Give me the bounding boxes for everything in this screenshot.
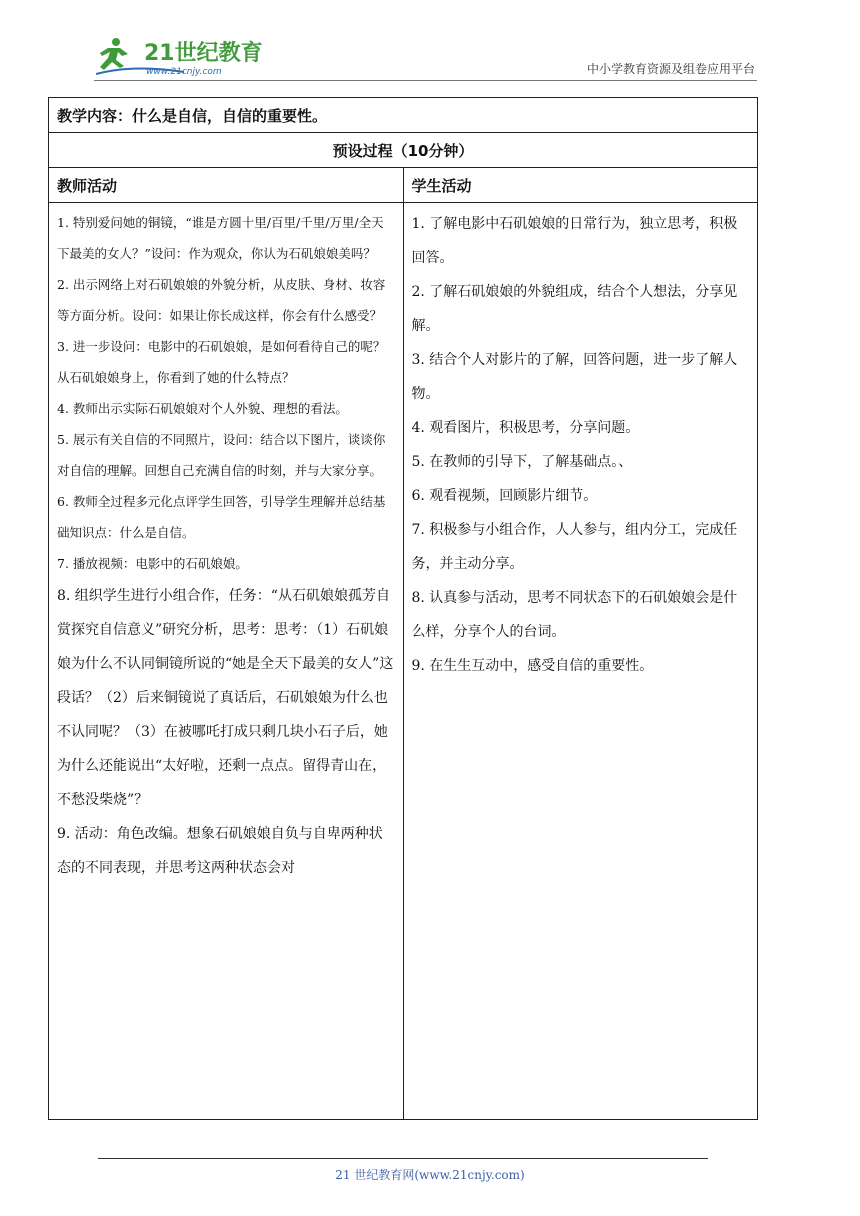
- student-item: 7. 积极参与小组合作，人人参与，组内分工，完成任务，并主动分享。: [411, 522, 738, 572]
- footer-divider: [98, 1158, 708, 1159]
- runner-logo-icon: [94, 34, 284, 80]
- student-activity-header: 学生活动: [403, 168, 758, 203]
- footer-text: 21 世纪教育网(www.21cnjy.com): [335, 1168, 525, 1182]
- activity-body-row: [49, 203, 758, 1120]
- column-heads-row: [49, 168, 758, 203]
- student-activity-cell: [403, 203, 758, 1120]
- teacher-activity-header: 教师活动: [49, 168, 404, 203]
- header-divider: [94, 80, 757, 81]
- teacher-item: 4. 教师出示实际石矶娘娘对个人外貌、理想的看法。: [57, 401, 348, 416]
- student-item: 2. 了解石矶娘娘的外貌组成，结合个人想法，分享见解。: [411, 284, 738, 334]
- content-row: [49, 98, 758, 133]
- teacher-item: 8. 组织学生进行小组合作，任务：“从石矶娘娘孤芳自赏探究自信意义”研究分析，思考：思考：（1）石矶娘娘为什么不认同铜镜所说的“她是全天下最美的女人”这段话？（2）后来铜镜说了真话后，石矶娘娘为什么也不认同呢？（3）在被哪吒打成只剩几块小石子后，她为什么还能说出“太好啦，还剩一点点。留得青山在，不愁没柴烧”？: [57, 588, 394, 808]
- teacher-item: 7. 播放视频：电影中的石矶娘娘。: [57, 556, 248, 571]
- student-item: 6. 观看视频，回顾影片细节。: [411, 488, 598, 504]
- student-item: 1. 了解电影中石矶娘娘的日常行为，独立思考，积极回答。: [411, 216, 738, 266]
- student-item: 4. 观看图片，积极思考，分享问题。: [411, 420, 640, 436]
- platform-name: 中小学教育资源及组卷应用平台: [586, 62, 755, 76]
- logo-text: 21世纪教育: [144, 41, 263, 66]
- teacher-item: 9. 活动：角色改编。想象石矶娘娘自负与自卑两种状态的不同表现，并思考这两种状态会对: [57, 826, 383, 876]
- page-header: [0, 0, 860, 90]
- process-title-row: [49, 133, 758, 168]
- student-item: 3. 结合个人对影片的了解，回答问题，进一步了解人物。: [411, 352, 738, 402]
- student-item: 9. 在生生互动中，感受自信的重要性。: [411, 658, 654, 674]
- process-title: 预设过程（10分钟）: [49, 133, 758, 168]
- teaching-content: 教学内容：什么是自信，自信的重要性。: [49, 98, 758, 133]
- teacher-item: 1. 特别爱问她的铜镜，“谁是方圆十里/百里/千里/万里/全天下最美的女人？”设问：作为观众，你认为石矶娘娘美吗？: [57, 215, 384, 261]
- teacher-item: 6. 教师全过程多元化点评学生回答，引导学生理解并总结基础知识点：什么是自信。: [57, 494, 386, 540]
- teacher-item: 3. 进一步设问：电影中的石矶娘娘，是如何看待自己的呢？从石矶娘娘身上，你看到了她的什么特点？: [57, 339, 386, 385]
- student-item: 5. 在教师的引导下，了解基础点。、: [411, 454, 633, 470]
- teacher-item: 2. 出示网络上对石矶娘娘的外貌分析，从皮肤、身材、妆容等方面分析。设问：如果让你长成这样，你会有什么感受？: [57, 277, 386, 323]
- student-item: 8. 认真参与活动，思考不同状态下的石矶娘娘会是什么样，分享个人的台词。: [411, 590, 738, 640]
- teacher-item: 5. 展示有关自信的不同照片，设问：结合以下图片，谈谈你对自信的理解。回想自己充满自信的时刻，并与大家分享。: [57, 432, 386, 478]
- site-logo: [94, 34, 284, 80]
- logo-url: www.21cnjy.com: [146, 67, 222, 77]
- teacher-activity-cell: [49, 203, 404, 1120]
- lesson-table: [48, 97, 758, 1120]
